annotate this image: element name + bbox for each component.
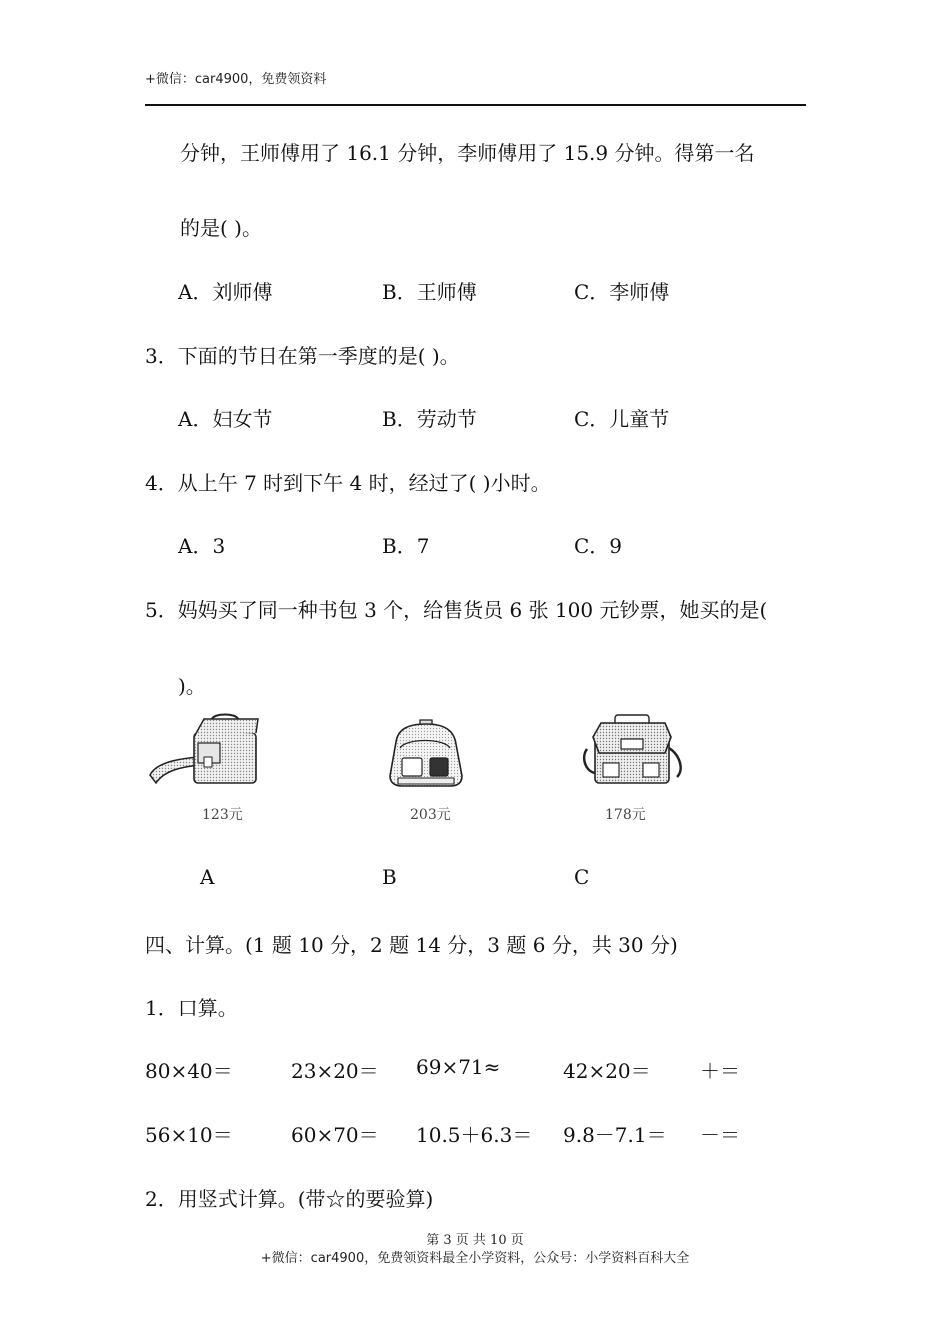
footer-contact: +微信：car4900，免费领资料最全小学资料，公众号：小学资料百科大全	[260, 1251, 690, 1266]
shoulder-bag-image-a	[146, 713, 264, 793]
section4-title: 四、计算。(1 题 10 分，2 题 14 分，3 题 6 分，共 30 分)	[145, 933, 678, 957]
calc-r1-c5: ＋＝	[700, 1059, 740, 1083]
calc-r2-c3: 10.5＋6.3＝	[416, 1123, 533, 1147]
q5-label-c: C	[574, 865, 590, 889]
q5-label-b: B	[382, 865, 397, 889]
calc-r1-c1: 80×40＝	[145, 1059, 233, 1083]
price-label-b: 203元	[410, 807, 451, 823]
q2-line2: 的是( )。	[180, 216, 262, 240]
q5-label-a: A	[200, 865, 215, 889]
q3-stem: 3．下面的节日在第一季度的是( )。	[145, 344, 460, 368]
calc-r2-c4: 9.8－7.1＝	[563, 1123, 667, 1147]
q4-option-c: C．9	[574, 534, 623, 558]
q2-line1: 分钟，王师傅用了 16.1 分钟，李师傅用了 15.9 分钟。得第一名	[180, 141, 755, 165]
q4-stem: 4．从上午 7 时到下午 4 时，经过了( )小时。	[145, 471, 551, 495]
q5-stem: 5．妈妈买了同一种书包 3 个，给售货员 6 张 100 元钞票，她买的是(	[145, 598, 768, 622]
q4-option-b: B．7	[382, 534, 430, 558]
price-label-a: 123元	[202, 807, 243, 823]
q2-option-c: C．李师傅	[574, 280, 670, 304]
q5-stem-end: )。	[178, 674, 206, 698]
calc-r1-c4: 42×20＝	[563, 1059, 651, 1083]
calc-r2-c1: 56×10＝	[145, 1123, 233, 1147]
calc-r2-c5: －＝	[700, 1123, 740, 1147]
page-header: +微信：car4900，免费领资料	[145, 72, 327, 87]
backpack-image-b	[384, 718, 468, 790]
q4-option-a: A．3	[178, 534, 226, 558]
calc-r1-c2: 23×20＝	[291, 1059, 379, 1083]
q3-option-b: B．劳动节	[382, 407, 477, 431]
section4-sub1: 1．口算。	[145, 996, 238, 1020]
page-number: 第 3 页 共 10 页	[426, 1233, 524, 1248]
q3-option-c: C．儿童节	[574, 407, 670, 431]
header-rule	[145, 104, 806, 106]
section4-sub2: 2．用竖式计算。(带☆的要验算)	[145, 1187, 434, 1211]
q2-option-a: A．刘师傅	[178, 280, 273, 304]
q3-option-a: A．妇女节	[178, 407, 273, 431]
price-label-c: 178元	[605, 807, 646, 823]
calc-r1-c3: 69×71≈	[416, 1055, 501, 1079]
messenger-bag-image-c	[581, 713, 687, 793]
calc-r2-c2: 60×70＝	[291, 1123, 379, 1147]
q2-option-b: B．王师傅	[382, 280, 477, 304]
